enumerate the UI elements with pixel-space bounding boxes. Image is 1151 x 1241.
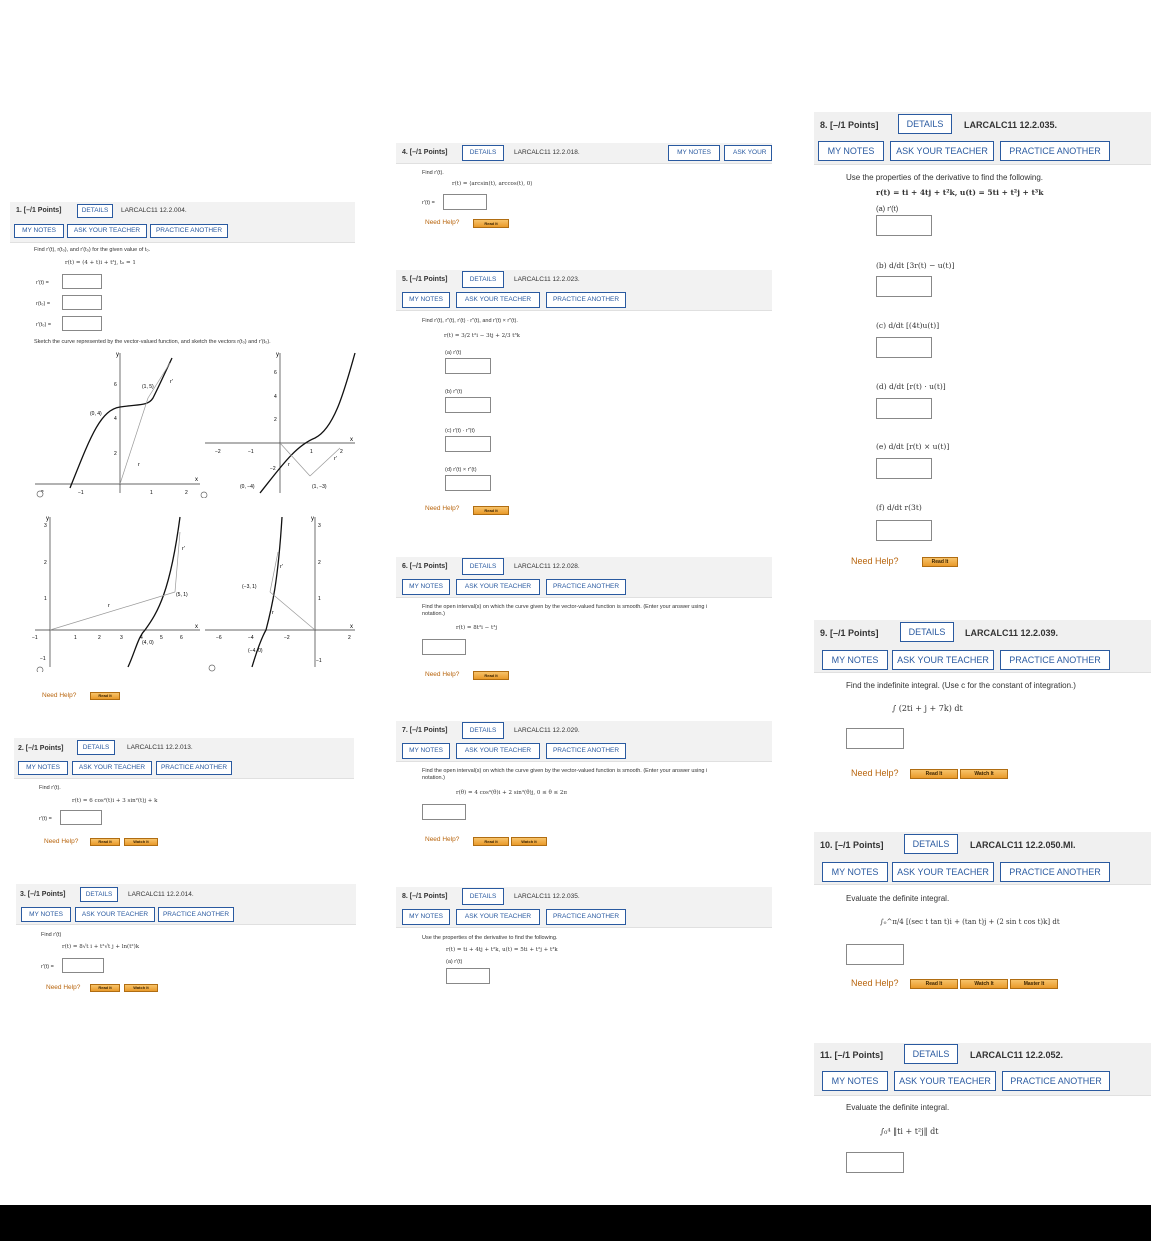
answer-input[interactable]	[60, 810, 102, 825]
details-button[interactable]: DETAILS	[904, 834, 958, 854]
details-button[interactable]: DETAILS	[898, 114, 952, 134]
svg-text:r′: r′	[334, 456, 337, 462]
question-code: LARCALC11 12.2.039.	[965, 628, 1059, 638]
svg-text:r′: r′	[182, 546, 185, 552]
svg-text:−1: −1	[40, 656, 46, 662]
practice-another-button[interactable]: PRACTICE ANOTHER	[158, 907, 234, 922]
svg-text:x: x	[350, 624, 353, 630]
question-number: 2. [–/1 Points]	[18, 745, 64, 752]
my-notes-button[interactable]: MY NOTES	[402, 909, 450, 925]
question-equation: ∫ (2ti + j + 7k) dt	[892, 704, 963, 713]
question-3-header	[16, 884, 356, 925]
master-it-button[interactable]: Master It	[1010, 979, 1058, 989]
question-code: LARCALC11 12.2.029.	[514, 727, 580, 734]
need-help-label: Need Help?	[42, 692, 77, 699]
question-4-panel	[396, 143, 772, 243]
question-prompt-cont: notation.)	[422, 611, 445, 617]
point-label: (1, 5)	[142, 384, 154, 390]
svg-text:4: 4	[140, 635, 143, 641]
svg-text:6: 6	[180, 635, 183, 641]
radio-option-2	[201, 492, 207, 498]
answer-input[interactable]	[846, 944, 904, 965]
need-help-label: Need Help?	[851, 978, 899, 988]
svg-text:3: 3	[318, 523, 321, 529]
question-equation: r(t) = ⟨arcsin(t), arccos(t), 0⟩	[452, 181, 533, 187]
svg-text:y: y	[46, 516, 49, 522]
question-number: 8. [–/1 Points]	[820, 120, 879, 130]
watch-it-button[interactable]: Watch It	[511, 837, 547, 846]
question-equation: r(θ) = 4 cos³(θ)i + 2 sin³(θ)j, 0 ≤ θ ≤ 2π	[456, 790, 567, 796]
read-it-button[interactable]: Read It	[90, 838, 120, 846]
details-button[interactable]: DETAILS	[462, 558, 504, 575]
answer-input[interactable]	[443, 194, 487, 210]
sketch-instruction: Sketch the curve represented by the vector-valued function, and sketch the vectors r(t₀) and r′(t₀).	[34, 339, 271, 345]
question-9-header	[814, 620, 1151, 673]
need-help-label: Need Help?	[851, 768, 899, 778]
read-it-button[interactable]: Read It	[90, 692, 120, 700]
answer-input[interactable]	[846, 728, 904, 749]
question-11-header	[814, 1043, 1151, 1096]
question-number: 6. [–/1 Points]	[402, 563, 448, 570]
svg-text:−2: −2	[215, 449, 221, 455]
need-help-label: Need Help?	[44, 838, 79, 845]
svg-text:4: 4	[274, 394, 277, 400]
details-button[interactable]: DETAILS	[462, 271, 504, 288]
question-prompt: Find the open interval(s) on which the curve given by the vector-valued function is smooth. (Enter your answer using i	[422, 768, 708, 774]
practice-another-button[interactable]: PRACTICE ANOTHER	[546, 743, 626, 759]
part-b-label: (b) d/dt [3r(t) − u(t)]	[876, 261, 955, 270]
answer-input[interactable]	[422, 639, 466, 655]
watch-it-button[interactable]: Watch It	[960, 769, 1008, 779]
question-prompt: Find r′(t).	[39, 785, 61, 791]
question-7-header	[396, 721, 772, 762]
read-it-button[interactable]: Read It	[473, 506, 509, 515]
svg-text:1: 1	[74, 635, 77, 641]
question-2-header	[14, 738, 354, 779]
question-11-panel	[814, 1043, 1151, 1183]
question-8-panel	[814, 112, 1151, 582]
need-help-label: Need Help?	[425, 219, 460, 226]
part-e-label: (e) d/dt [r(t) × u(t)]	[876, 442, 950, 451]
my-notes-button[interactable]: MY NOTES	[402, 579, 450, 595]
part-a-input[interactable]	[445, 358, 491, 374]
part-d-input[interactable]	[876, 398, 932, 419]
svg-text:(−3, 1): (−3, 1)	[242, 584, 257, 590]
part-d-label: (d) r′(t) × r″(t)	[445, 467, 477, 473]
part-d-input[interactable]	[445, 475, 491, 491]
my-notes-button[interactable]: MY NOTES	[818, 141, 884, 161]
need-help-label: Need Help?	[425, 671, 460, 678]
read-it-button[interactable]: Read It	[910, 979, 958, 989]
question-10-header	[814, 832, 1151, 885]
question-7-panel	[396, 721, 772, 851]
radio-option-3	[37, 667, 43, 672]
question-code: LARCALC11 12.2.050.MI.	[970, 840, 1076, 850]
read-it-button[interactable]: Read It	[922, 557, 958, 567]
my-notes-button[interactable]: MY NOTES	[822, 862, 888, 882]
vector-label: r′	[170, 379, 173, 385]
svg-text:2: 2	[318, 560, 321, 566]
question-number: 11. [–/1 Points]	[820, 1050, 884, 1060]
svg-text:2: 2	[348, 635, 351, 641]
my-notes-button[interactable]: MY NOTES	[668, 145, 720, 161]
question-equation: ∫₀⁴ ‖ti + t²j‖ dt	[880, 1127, 939, 1136]
question-2-panel	[14, 738, 354, 858]
part-b-label: (b) r″(t)	[445, 389, 463, 395]
question-8-header	[814, 112, 1151, 165]
svg-text:r: r	[288, 462, 290, 468]
question-equation: r(t) = (4 + t)i + t³j, t₀ = 1	[65, 260, 136, 266]
my-notes-button[interactable]: MY NOTES	[21, 907, 71, 922]
question-equation: ∫₀^π/4 [(sec t tan t)i + (tan t)j + (2 sin t cos t)k] dt	[880, 918, 1060, 926]
read-it-button[interactable]: Read It	[473, 219, 509, 228]
watch-it-button[interactable]: Watch It	[124, 984, 158, 992]
ask-teacher-button[interactable]: ASK YOUR TEACHER	[890, 141, 994, 161]
question-1-header	[10, 202, 355, 243]
ask-teacher-button[interactable]: ASK YOUR TEACHER	[456, 579, 540, 595]
svg-text:4: 4	[114, 416, 117, 422]
svg-text:1: 1	[318, 596, 321, 602]
answer-label: r′(t) =	[422, 200, 435, 206]
practice-another-button[interactable]: PRACTICE ANOTHER	[1000, 862, 1110, 882]
svg-text:−1: −1	[316, 658, 322, 664]
details-button[interactable]: DETAILS	[462, 722, 504, 739]
svg-text:−1: −1	[78, 490, 84, 496]
svg-text:x: x	[195, 624, 198, 630]
practice-another-button[interactable]: PRACTICE ANOTHER	[1002, 1071, 1110, 1091]
read-it-button[interactable]: Read It	[90, 984, 120, 992]
question-code: LARCALC11 12.2.018.	[514, 149, 580, 156]
question-code: LARCALC11 12.2.028.	[514, 563, 580, 570]
svg-text:(4, 0): (4, 0)	[142, 640, 154, 646]
svg-text:r: r	[272, 610, 274, 616]
question-prompt: Use the properties of the derivative to find the following.	[846, 173, 1043, 182]
svg-text:6: 6	[274, 370, 277, 376]
question-code: LARCALC11 12.2.004.	[121, 207, 187, 214]
part-a-label: (a) r′(t)	[445, 350, 462, 356]
answer-input-1[interactable]	[62, 274, 102, 289]
practice-another-button[interactable]: PRACTICE ANOTHER	[546, 579, 626, 595]
question-number: 3. [–/1 Points]	[20, 891, 66, 898]
question-prompt: Find r′(t), r(t₀), and r′(t₀) for the given value of t₀.	[34, 247, 151, 253]
svg-text:(0, −4): (0, −4)	[240, 484, 255, 490]
svg-text:x: x	[350, 437, 353, 443]
part-e-input[interactable]	[876, 458, 932, 479]
details-button[interactable]: DETAILS	[80, 887, 118, 902]
answer-label-3: r′(t₀) =	[36, 322, 52, 328]
point-label: (0, 4)	[90, 411, 102, 417]
answer-label: r′(t) =	[39, 816, 52, 822]
answer-label-2: r(t₀) =	[36, 301, 51, 307]
svg-text:−2: −2	[270, 466, 276, 472]
practice-another-button[interactable]: PRACTICE ANOTHER	[546, 909, 626, 925]
question-equation: r(t) = ti + 4tj + t²k, u(t) = 5ti + t²j + t³k	[446, 947, 558, 953]
part-a-input[interactable]	[876, 215, 932, 236]
radio-option-1	[37, 491, 43, 497]
my-notes-button[interactable]: MY NOTES	[18, 761, 68, 775]
question-equation: r(t) = 8t²i − t³j	[456, 625, 498, 631]
question-6-panel	[396, 557, 772, 687]
part-f-label: (f) d/dt r(3t)	[876, 503, 922, 512]
question-prompt: Evaluate the definite integral.	[846, 894, 950, 903]
answer-input-2[interactable]	[62, 295, 102, 310]
need-help-label: Need Help?	[425, 505, 460, 512]
svg-text:(1, −3): (1, −3)	[312, 484, 327, 490]
part-a-label: (a) r′(t)	[446, 959, 463, 965]
ask-teacher-button[interactable]: ASK YOUR TEACHER	[894, 1071, 996, 1091]
details-button[interactable]: DETAILS	[904, 1044, 958, 1064]
svg-text:5: 5	[160, 635, 163, 641]
my-notes-button[interactable]: MY NOTES	[402, 292, 450, 308]
graph-option-3	[30, 512, 205, 672]
question-1-panel	[10, 202, 355, 710]
graph-option-1	[30, 348, 205, 498]
part-c-label: (c) r′(t) · r″(t)	[445, 428, 475, 434]
read-it-button[interactable]: Read It	[473, 671, 509, 680]
question-number: 4. [–/1 Points]	[402, 149, 448, 156]
radio-option-4	[209, 665, 215, 671]
part-c-label: (c) d/dt [(4t)u(t)]	[876, 321, 940, 330]
read-it-button[interactable]: Read It	[473, 837, 509, 846]
part-b-input[interactable]	[445, 397, 491, 413]
question-code: LARCALC11 12.2.052.	[970, 1050, 1064, 1060]
my-notes-button[interactable]: MY NOTES	[822, 650, 888, 670]
svg-text:r: r	[108, 603, 110, 609]
question-prompt: Find r′(t).	[422, 170, 444, 176]
svg-text:6: 6	[114, 382, 117, 388]
need-help-label: Need Help?	[851, 556, 899, 566]
question-prompt: Use the properties of the derivative to find the following.	[422, 935, 558, 941]
details-button[interactable]: DETAILS	[462, 888, 504, 905]
svg-text:−1: −1	[248, 449, 254, 455]
svg-text:(−4, 0): (−4, 0)	[248, 648, 263, 654]
answer-input[interactable]	[422, 804, 466, 820]
graph-option-2	[200, 348, 360, 498]
question-8-preview-panel	[396, 887, 772, 997]
question-number: 5. [–/1 Points]	[402, 276, 448, 283]
svg-text:2: 2	[114, 451, 117, 457]
graph-option-4	[200, 512, 360, 672]
details-button[interactable]: DETAILS	[77, 740, 115, 755]
question-number: 8. [–/1 Points]	[402, 893, 448, 900]
svg-text:2: 2	[340, 449, 343, 455]
question-code: LARCALC11 12.2.023.	[514, 276, 580, 283]
ask-teacher-button[interactable]: ASK YOUR TEACHER	[456, 743, 540, 759]
answer-label-1: r′(t) =	[36, 280, 49, 286]
svg-text:1: 1	[150, 490, 153, 496]
read-it-button[interactable]: Read It	[910, 769, 958, 779]
question-5-header	[396, 270, 772, 311]
watch-it-button[interactable]: Watch It	[960, 979, 1008, 989]
part-d-label: (d) d/dt [r(t) · u(t)]	[876, 382, 946, 391]
ask-teacher-button[interactable]: ASK YOUR TEACHER	[456, 292, 540, 308]
svg-text:1: 1	[310, 449, 313, 455]
ask-teacher-button[interactable]: ASK YOUR TEACHER	[75, 907, 155, 922]
question-equation: r(t) = 8√t i + t²√t j + ln(t²)k	[62, 944, 140, 950]
details-button[interactable]: DETAILS	[77, 204, 113, 218]
question-prompt: Find the open interval(s) on which the curve given by the vector-valued function is smooth. (Enter your answer using i	[422, 604, 708, 610]
svg-text:2: 2	[185, 490, 188, 496]
question-8-header	[396, 887, 772, 928]
question-code: LARCALC11 12.2.013.	[127, 744, 193, 751]
question-5-panel	[396, 270, 772, 520]
part-c-input[interactable]	[445, 436, 491, 452]
svg-text:3: 3	[44, 523, 47, 529]
svg-text:−1: −1	[32, 635, 38, 641]
svg-text:2: 2	[98, 635, 101, 641]
y-axis-label: y	[116, 352, 119, 358]
question-number: 10. [–/1 Points]	[820, 840, 884, 850]
part-a-input[interactable]	[446, 968, 490, 984]
my-notes-button[interactable]: MY NOTES	[14, 224, 64, 238]
answer-input[interactable]	[62, 958, 104, 973]
part-a-label: (a) r′(t)	[876, 204, 899, 213]
question-prompt-cont: notation.)	[422, 775, 445, 781]
ask-teacher-button[interactable]: ASK YOUR TEACHER	[456, 909, 540, 925]
ask-teacher-button[interactable]: ASK YOUR TEACHER	[67, 224, 147, 238]
answer-input[interactable]	[846, 1152, 904, 1173]
question-3-panel	[16, 884, 356, 999]
answer-label: r′(t) =	[41, 964, 54, 970]
question-code: LARCALC11 12.2.014.	[128, 891, 194, 898]
vector-label: r	[138, 462, 140, 468]
question-equation: r(t) = 6 cos²(t)i + 3 sin²(t)j + k	[72, 798, 158, 804]
practice-another-button[interactable]: PRACTICE ANOTHER	[156, 761, 232, 775]
ask-teacher-button[interactable]: ASK YOUR TEACHER	[892, 650, 994, 670]
svg-text:−4: −4	[248, 635, 254, 641]
need-help-label: Need Help?	[46, 984, 81, 991]
svg-text:1: 1	[44, 596, 47, 602]
question-10-panel	[814, 832, 1151, 1002]
question-6-header	[396, 557, 772, 598]
part-b-input[interactable]	[876, 276, 932, 297]
question-number: 7. [–/1 Points]	[402, 727, 448, 734]
practice-another-button[interactable]: PRACTICE ANOTHER	[1000, 650, 1110, 670]
svg-text:2: 2	[274, 417, 277, 423]
question-number: 1. [–/1 Points]	[16, 207, 62, 214]
question-prompt: Find the indefinite integral. (Use c for the constant of integration.)	[846, 681, 1076, 690]
question-prompt: Find r′(t)	[41, 932, 62, 938]
svg-text:y: y	[276, 352, 279, 358]
ask-teacher-button[interactable]: ASK YOUR TEACHER	[72, 761, 152, 775]
question-prompt: Evaluate the definite integral.	[846, 1103, 950, 1112]
answer-input-3[interactable]	[62, 316, 102, 331]
question-equation: r(t) = ti + 4tj + t²k, u(t) = 5ti + t²j + t³k	[876, 188, 1044, 197]
svg-text:−6: −6	[216, 635, 222, 641]
svg-text:−2: −2	[284, 635, 290, 641]
part-f-input[interactable]	[876, 520, 932, 541]
details-button[interactable]: DETAILS	[462, 145, 504, 161]
need-help-label: Need Help?	[425, 836, 460, 843]
svg-text:y: y	[311, 516, 314, 522]
my-notes-button[interactable]: MY NOTES	[822, 1071, 888, 1091]
practice-another-button[interactable]: PRACTICE ANOTHER	[1000, 141, 1110, 161]
question-code: LARCALC11 12.2.035.	[964, 120, 1058, 130]
svg-text:3: 3	[120, 635, 123, 641]
ask-teacher-button[interactable]: ASK YOUR TEACHER	[892, 862, 994, 882]
details-button[interactable]: DETAILS	[900, 622, 954, 642]
ask-teacher-button[interactable]: ASK YOUR	[724, 145, 772, 161]
question-equation: r(t) = 3/2 t²i − 3tj + 2/3 t³k	[444, 333, 520, 339]
question-9-panel	[814, 620, 1151, 790]
watch-it-button[interactable]: Watch It	[124, 838, 158, 846]
svg-text:r′: r′	[280, 564, 283, 570]
question-4-header	[396, 143, 772, 164]
svg-text:(5, 1): (5, 1)	[176, 592, 188, 598]
svg-text:2: 2	[44, 560, 47, 566]
question-code: LARCALC11 12.2.035.	[514, 893, 580, 900]
question-prompt: Find r′(t), r″(t), r′(t) · r″(t), and r′(t) × r″(t).	[422, 318, 518, 324]
question-number: 9. [–/1 Points]	[820, 628, 879, 638]
my-notes-button[interactable]: MY NOTES	[402, 743, 450, 759]
bottom-black-bar	[0, 1205, 1151, 1241]
x-axis-label: x	[195, 477, 198, 483]
practice-another-button[interactable]: PRACTICE ANOTHER	[546, 292, 626, 308]
practice-another-button[interactable]: PRACTICE ANOTHER	[150, 224, 228, 238]
part-c-input[interactable]	[876, 337, 932, 358]
